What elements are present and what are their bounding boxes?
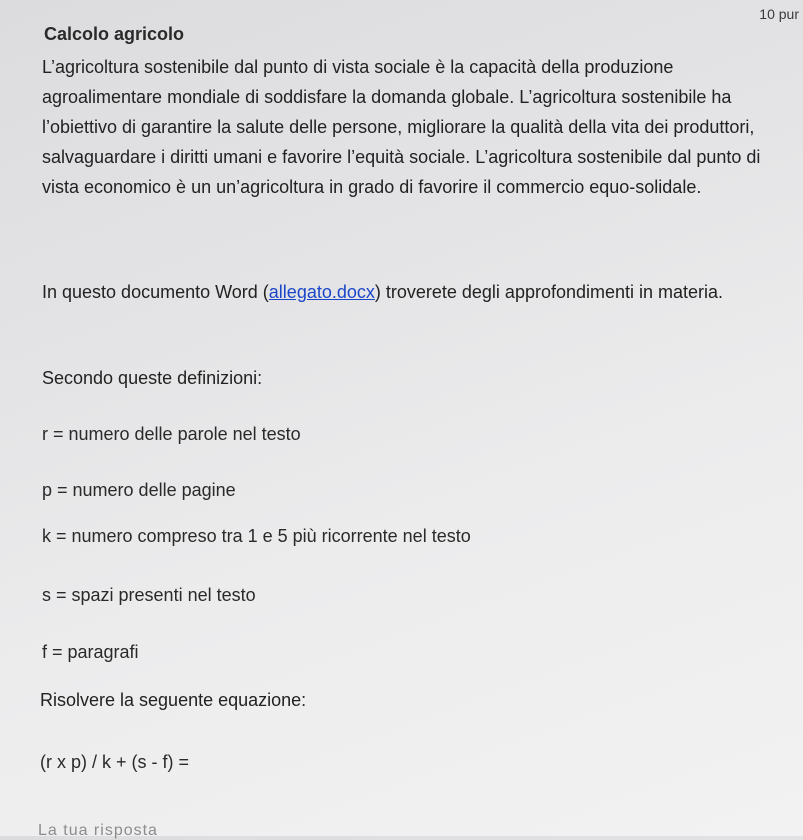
- question-title: Calcolo agricolo: [44, 24, 185, 44]
- question-points: 10 pur: [759, 6, 799, 22]
- solve-heading: Risolvere la seguente equazione:: [40, 690, 307, 710]
- answer-label: La tua risposta: [38, 822, 158, 839]
- document-reference: [42, 276, 782, 308]
- attachment-link[interactable]: allegato.docx: [268, 282, 375, 302]
- definition-s: s = spazi presenti nel testo: [42, 585, 256, 605]
- definition-k: k = numero compreso tra 1 e 5 più ricorrente nel testo: [42, 526, 471, 546]
- equation: (r x p) / k + (s - f) =: [40, 752, 190, 772]
- definition-p: p = numero delle pagine: [42, 480, 236, 500]
- definition-r: r = numero delle parole nel testo: [42, 424, 301, 444]
- definitions-heading: Secondo queste definizioni:: [42, 368, 263, 388]
- document-reference-prefix: In questo documento Word (: [42, 282, 269, 302]
- definition-f: f = paragrafi: [42, 642, 139, 662]
- question-intro: L’agricoltura sostenibile dal punto di vista sociale è la capacità della produzione agroalimentare mondiale di soddisfare la domanda globale. L’agricoltura sostenibile ha l’obiettivo di garantire la salute delle persone, migliorare la qualità della vita dei produttori, salvaguardare i diritti umani e favorire l’equità sociale. L’agricoltura sostenibile dal punto di vista economico è un un’agricoltura in grado di favorire il commercio equo-solidale.: [42, 57, 761, 197]
- document-reference-suffix: ) troverete degli approfondimenti in materia.: [374, 282, 724, 302]
